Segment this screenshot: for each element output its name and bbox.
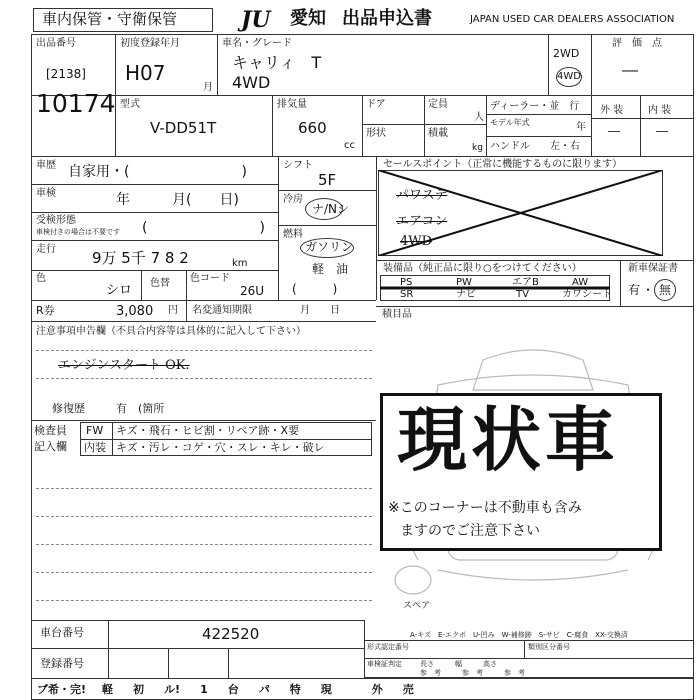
notice-label: 名変通知期限 [192,305,252,316]
lot-number-label: 出品番号 [36,38,76,49]
fuel-light: 軽 油 [312,262,349,276]
shaken-value: 年 月( 日) [116,192,239,208]
shaken-label: 車検 [36,188,56,199]
load-unit: kg [472,143,483,153]
fuel-other: ( ) [292,282,338,296]
first-reg-value: H07 [125,61,166,85]
handle-value: 左・右 [550,141,580,152]
load-label: 積載 [428,128,448,139]
storage-label: 車内保管・守衛保管 [42,10,178,28]
form-title: 出品申込書 [342,8,432,29]
ac-label: 冷房 [283,194,303,205]
chassis-value: 422520 [202,625,260,643]
footer-cell: ル! [164,683,181,696]
displacement-label: 排気量 [277,99,307,110]
registration-label: 登録番号 [40,657,84,670]
color-code-value: 26U [240,284,265,298]
equipment-strike [380,275,610,301]
notes-label: 注意事項申告欄（不具合内容等は具体的に記入して下さい） [36,326,306,337]
r-ticket-label: R券 [36,304,55,317]
color-code-label: 色コード [190,273,230,284]
first-reg-label: 初度登録年月 [120,38,180,49]
r-ticket-value: 3,080 [116,304,154,319]
fuel-label: 燃料 [283,229,303,240]
cert-ref: 参 考 参 考 参 考 [420,669,525,677]
as-is-title: 現状車 [397,399,619,481]
rating-value: ― [622,60,638,79]
color-label: 色 [36,273,46,284]
drive-4wd: 4WD [557,71,581,82]
accessories-label: 積目品 [382,309,412,320]
drive-2wd: 2WD [553,47,580,60]
as-is-note-1: ※このコーナーは不動車も含み [388,500,582,516]
test-label: 受検形態 [36,215,76,226]
warranty-no: 無 [659,283,672,297]
car-name-value: キャリィ T [232,53,322,72]
capacity-unit: 人 [474,112,484,123]
equipment-label: 装備品（純正品に限り○をつけてください） [383,263,582,274]
footer-cell: 1 [200,683,208,696]
equip-airbag: エアB [512,277,539,288]
org-english: JAPAN USED CAR DEALERS ASSOCIATION [470,14,675,25]
inspection-label-1: 検査員 [34,424,67,437]
warranty-label: 新車保証書 [628,263,678,274]
footer-row [31,680,694,700]
grade-value: 4WD [232,73,271,92]
ac-value: ナ/Nシ [312,202,350,216]
footer-cell: 外 [371,683,383,696]
sales-point-label: セールスポイント（正常に機能するものに限ります） [383,159,623,170]
color-value: シロ [106,283,133,298]
warranty-sep: ・ [642,283,655,297]
equip-seat: カワシート [562,289,612,300]
mileage-label: 走行 [36,244,56,255]
chassis-label: 車台番号 [40,626,84,639]
displacement-unit: cc [344,140,355,151]
rating-label: 評 価 点 [612,38,662,49]
inspection-interior-items: キズ・汚レ・コゲ・穴・スレ・キレ・破レ [116,441,325,454]
footer-cell: ブ希・完! [37,683,87,696]
as-is-note-2: ますのでご注意下さい [400,523,540,539]
org-name: 愛知 [290,8,326,29]
shift-value: 5F [318,171,337,189]
warranty-yes: 有 [628,283,641,297]
equip-ps: PS [400,277,413,288]
history-label: 車歴 [36,160,56,171]
equip-navi: ナビ [456,289,476,300]
repair-value: 有 (箇所 [116,402,165,415]
notice-value: 月 日 [300,305,340,316]
cert-type-label: 類別区分番号 [528,643,570,651]
equip-aw: AW [572,277,589,288]
capacity-label: 定員 [428,99,448,110]
inspection-interior: 内装 [84,441,106,454]
test-sub: 車検付きの場合は不要です [36,228,120,236]
model-label: 型式 [120,99,140,110]
model-value: V-DD51T [150,119,217,137]
footer-cell: 売 [402,683,414,696]
shift-label: シフト [283,160,313,171]
footer-cell: 現 [320,683,332,696]
sales-point-item: エアコン [396,214,448,229]
lot-sub: [2138] [46,67,86,81]
cert-vehicle-label: 車検証判定 [367,660,402,668]
equip-pw: PW [456,277,472,288]
first-reg-unit: 月 [203,82,213,93]
mileage-value: 9万 5千 7 8 2 [92,249,189,267]
lot-number: 10174 [36,89,116,118]
car-name-label: 車名・グレード [222,38,292,49]
ju-logo: JU [241,7,271,33]
equip-tv: TV [516,289,529,300]
test-value: ( ) [142,220,265,236]
sales-point-item: パワステ [396,188,448,203]
r-ticket-unit: 円 [168,305,178,316]
model-year-unit: 年 [576,122,586,133]
inspection-fw-items: キズ・飛石・ヒビ割・リペア跡・X要 [116,424,300,437]
interior-label: 内 装 [648,105,672,116]
mileage-unit: km [232,258,248,269]
color-change-label: 色替 [150,278,170,289]
equip-sr: SR [400,289,414,300]
interior-value: ― [656,124,668,138]
shape-label: 形状 [366,128,386,139]
footer-cell: 特 [289,683,301,696]
inspection-label-2: 記入欄 [34,440,67,453]
history-value: 自家用・( ) [68,164,247,180]
exterior-value: ― [608,124,620,138]
footer-cell: 軽 [102,683,114,696]
damage-legend: A-キズ E-エクボ U-凹み W-補修跡 S-サビ C-腐食 XX-交換済 [410,631,628,639]
displacement-value: 660 [298,119,327,137]
spare-label: スペア [403,601,431,611]
cert-dims: 長さ 幅 高さ [420,660,497,668]
fuel-gas: ガソリン [305,240,354,254]
door-label: ドア [366,99,386,110]
sales-point-item: 4WD [400,234,433,249]
handle-label: ハンドル [490,141,530,152]
cert-form-label: 形式認定番号 [367,643,409,651]
inspection-fw: FW [86,424,104,437]
dealer-label: ディーラー・並 行 [490,101,580,112]
model-year-label: モデル年式 [490,118,530,127]
footer-cell: 台 [227,683,239,696]
footer-cell [342,680,362,700]
notes-handwriting: エンジンスタート OK. [58,358,190,373]
footer-cell: パ [258,683,270,696]
exterior-label: 外 装 [600,105,624,116]
repair-label: 修復歴 [52,402,85,415]
footer-cell: 初 [133,683,145,696]
